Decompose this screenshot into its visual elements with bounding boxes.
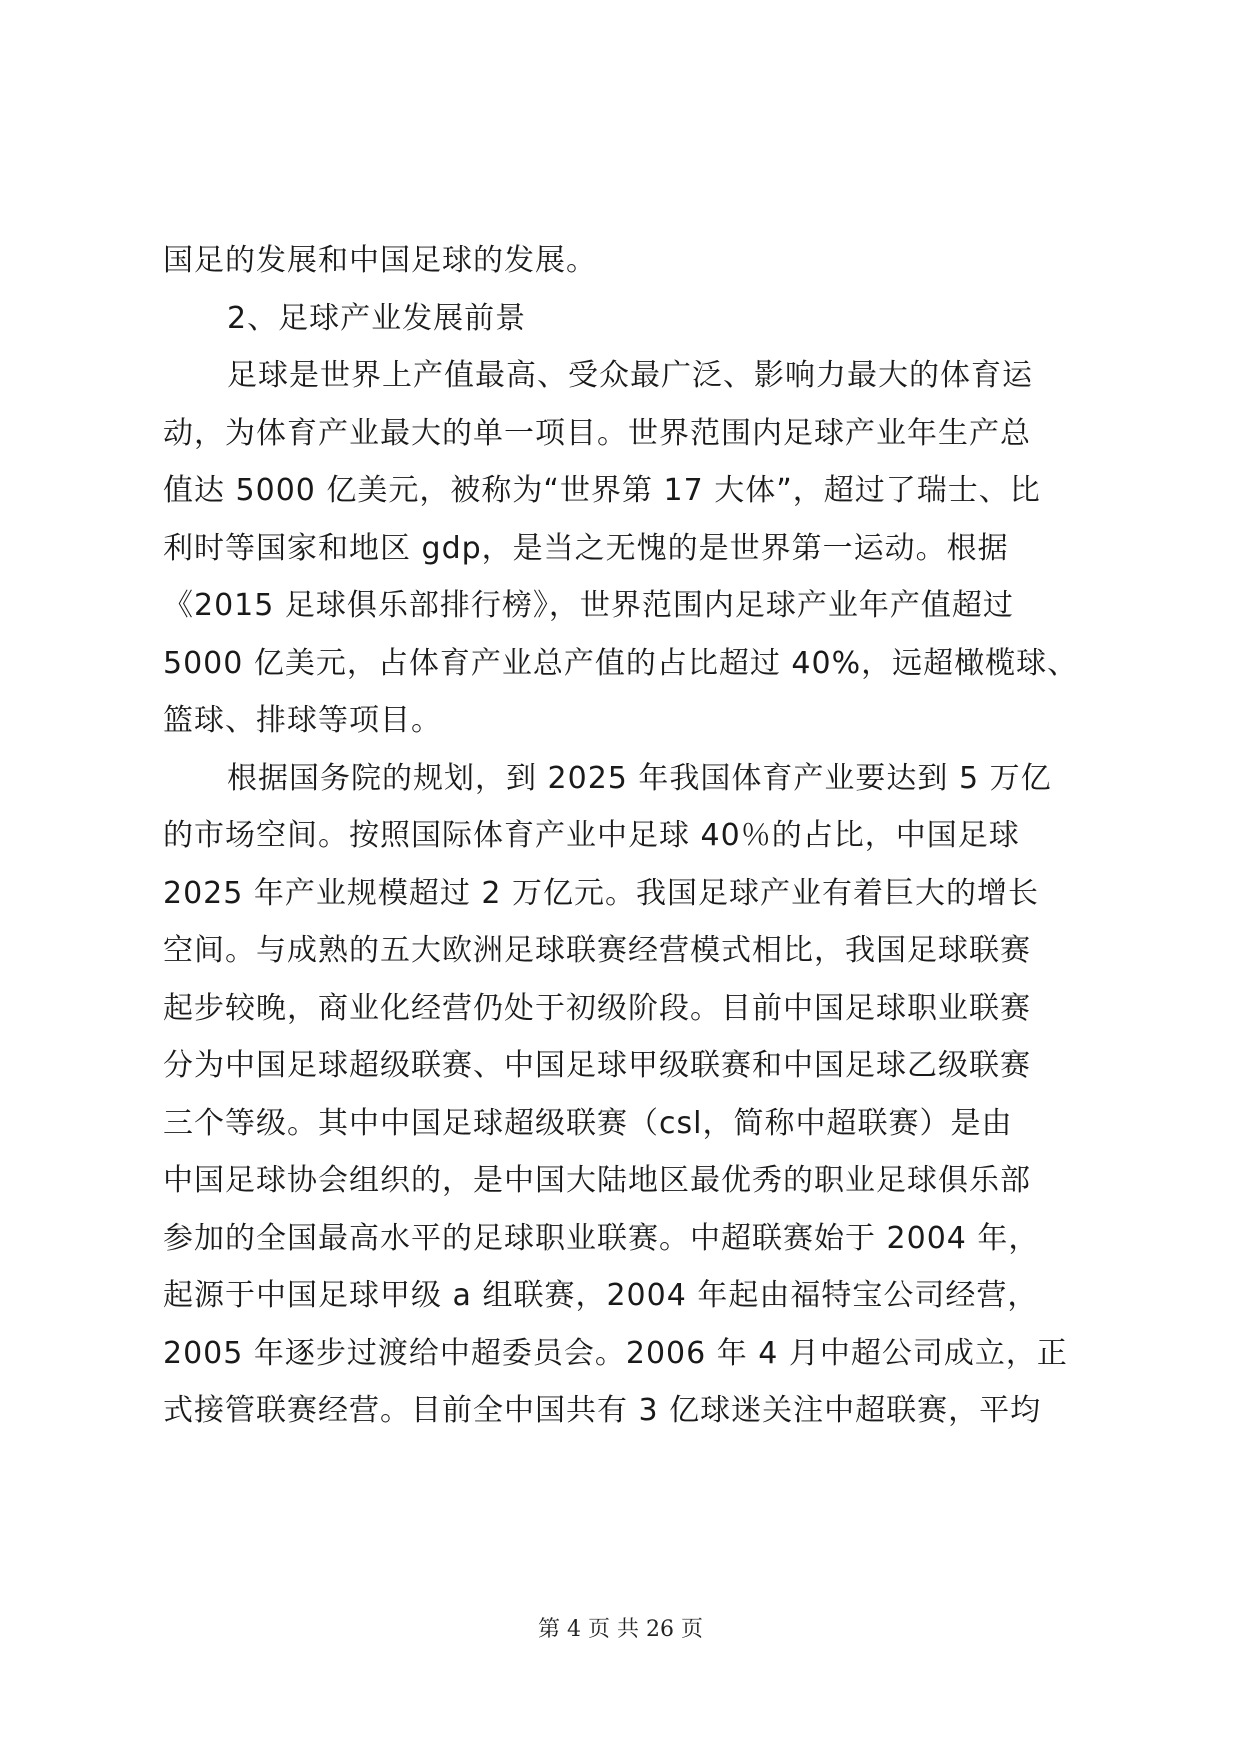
text-line: 参加的全国最高水平的足球职业联赛。中超联赛始于 2004 年， (163, 1220, 1040, 1256)
text-line: 三个等级。其中中国足球超级联赛（csl，简称中超联赛）是由 (163, 1105, 1013, 1141)
text-line: 分为中国足球超级联赛、中国足球甲级联赛和中国足球乙级联赛 (163, 1048, 1031, 1083)
text-line: 中国足球协会组织的，是中国大陆地区最优秀的职业足球俱乐部 (163, 1163, 1031, 1198)
section-heading: 2、足球产业发展前景 (227, 300, 527, 336)
text-line: 足球是世界上产值最高、受众最广泛、影响力最大的体育运 (227, 358, 1033, 393)
text-line: 国足的发展和中国足球的发展。 (163, 243, 597, 278)
text-line: 2005 年逐步过渡给中超委员会。2006 年 4 月中超公司成立，正 (163, 1335, 1068, 1371)
text-line: 5000 亿美元，占体育产业总产值的占比超过 40%，远超橄榄球、 (163, 645, 1079, 681)
text-line: 根据国务院的规划，到 2025 年我国体育产业要达到 5 万亿 (227, 760, 1052, 796)
text-line: 起步较晚，商业化经营仍处于初级阶段。目前中国足球职业联赛 (163, 990, 1031, 1026)
text-line: 动，为体育产业最大的单一项目。世界范围内足球产业年生产总 (163, 415, 1031, 451)
text-line: 篮球、排球等项目。 (163, 703, 442, 738)
text-line: 值达 5000 亿美元，被称为“世界第 17 大体”，超过了瑞士、比 (163, 473, 1041, 508)
text-line: 的市场空间。按照国际体育产业中足球 40％的占比，中国足球 (163, 818, 1020, 853)
body-text (163, 232, 1083, 1440)
page-footer: 第 4 页 共 26 页 (538, 1617, 703, 1642)
text-line: 利时等国家和地区 gdp，是当之无愧的是世界第一运动。根据 (163, 530, 1009, 566)
text-line: 空间。与成熟的五大欧洲足球联赛经营模式相比，我国足球联赛 (163, 933, 1031, 968)
text-line: 起源于中国足球甲级 a 组联赛，2004 年起由福特宝公司经营， (163, 1278, 1039, 1313)
text-line: 式接管联赛经营。目前全中国共有 3 亿球迷关注中超联赛，平均 (163, 1393, 1042, 1428)
text-line: 《2015 足球俱乐部排行榜》，世界范围内足球产业年产值超过 (163, 588, 1014, 623)
text-line: 2025 年产业规模超过 2 万亿元。我国足球产业有着巨大的增长 (163, 875, 1040, 911)
